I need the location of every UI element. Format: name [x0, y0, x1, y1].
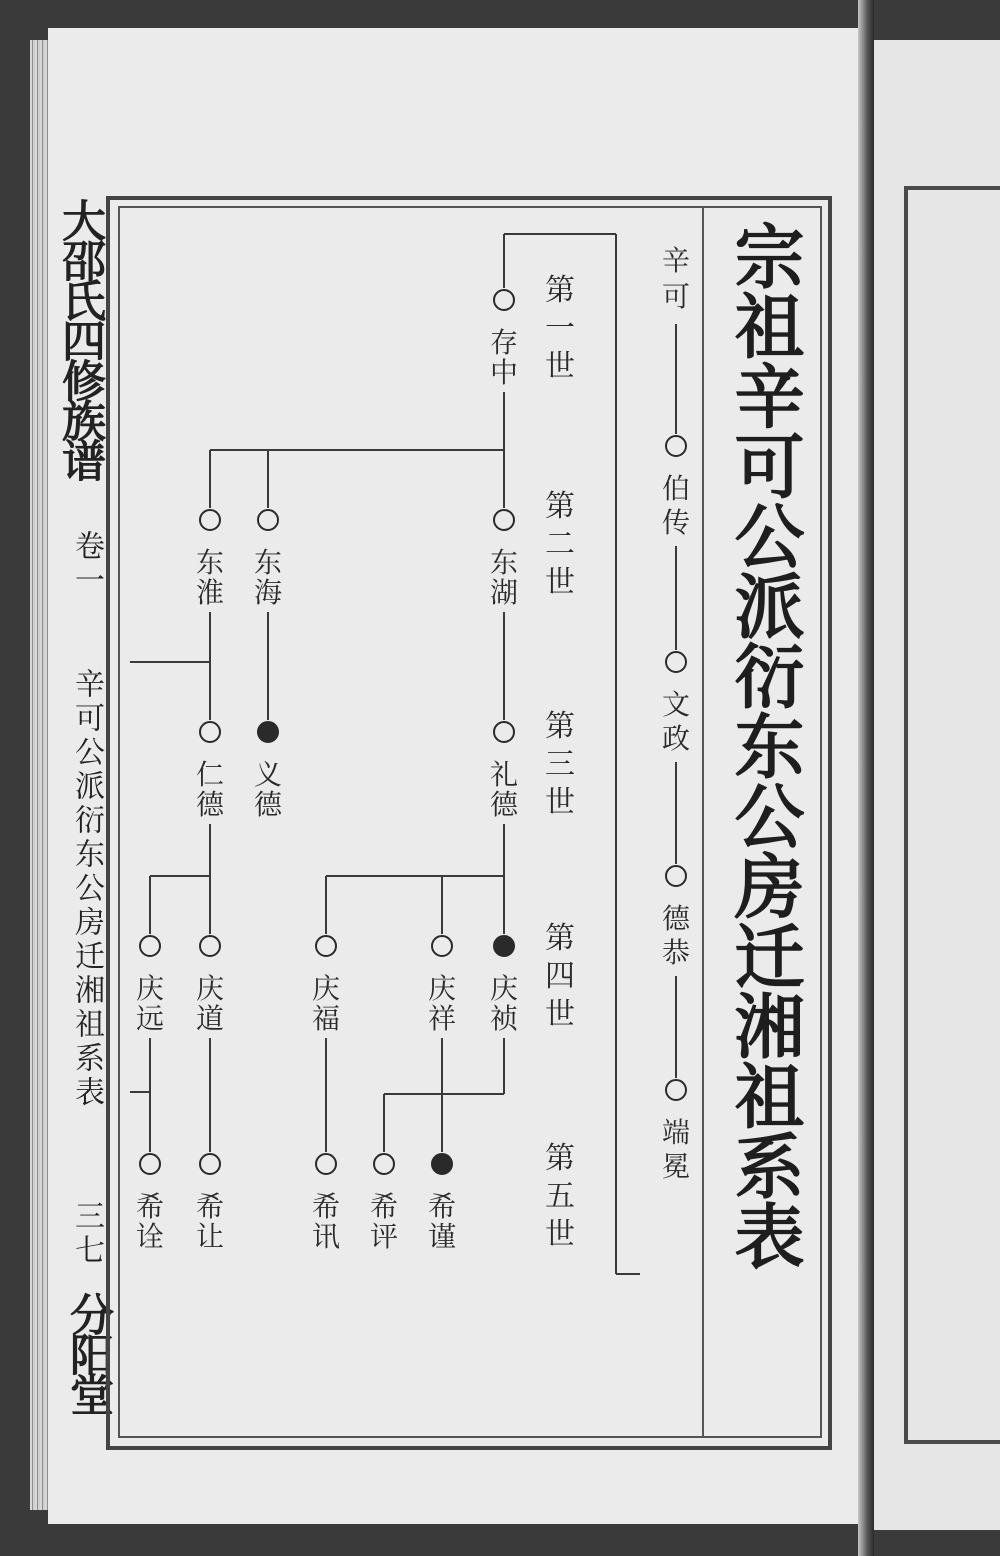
- person-name-char: 东: [489, 546, 519, 579]
- person-name: [428, 1190, 456, 1253]
- person-name-char: 中: [489, 356, 519, 389]
- person-name-char: 祥: [427, 1002, 457, 1035]
- person-name: [196, 972, 224, 1035]
- ancestor-marker: [666, 652, 686, 672]
- person-name: [254, 758, 283, 821]
- person-name-char: 东: [253, 546, 283, 579]
- person-name-char: 仁: [195, 758, 225, 791]
- person-name: [254, 546, 282, 609]
- person-name-char: 庆: [135, 972, 165, 1005]
- person-name-char: 评: [369, 1220, 399, 1253]
- person-name-char: 礼: [489, 758, 519, 791]
- generation-label-char: 第: [545, 1141, 575, 1176]
- person-name-char: 庆: [427, 972, 457, 1005]
- generation-label-char: 世: [545, 565, 575, 600]
- person-name-char: 道: [195, 1002, 225, 1035]
- person-name-char: 湖: [489, 576, 519, 609]
- person-name-char: 祯: [489, 1002, 519, 1035]
- ancestor-name-char: 政: [661, 722, 691, 755]
- person-marker: [200, 936, 220, 956]
- ancestor-head-char: 可: [661, 280, 691, 313]
- page-number: 三七: [69, 1200, 104, 1268]
- ancestor-name-char: 传: [661, 506, 691, 539]
- person-marker: [258, 510, 278, 530]
- person-marker: [258, 722, 278, 742]
- person-name: [196, 1190, 224, 1253]
- person-marker: [140, 1154, 160, 1174]
- person-name-char: 希: [195, 1190, 225, 1223]
- person-name: [428, 972, 456, 1035]
- person-name-char: 淮: [195, 576, 225, 609]
- ancestor-name: [662, 472, 690, 539]
- ancestor-head-char: 辛: [661, 244, 691, 277]
- ancestor-name-char: 文: [661, 688, 691, 721]
- person-name: [490, 326, 518, 389]
- generation-label-char: 四: [545, 959, 575, 994]
- person-name-char: 德: [489, 788, 519, 821]
- person-name: [136, 972, 164, 1035]
- generation-label-char: 世: [545, 349, 575, 384]
- person-name-char: 德: [195, 788, 225, 821]
- person-name-char: 庆: [195, 972, 225, 1005]
- person-name: [196, 546, 224, 609]
- person-name-char: 庆: [489, 972, 519, 1005]
- person-name: [196, 758, 225, 821]
- person-marker: [374, 1154, 394, 1174]
- table-title: 宗祖辛可公派衍东公房迁湘祖系表: [723, 220, 806, 1270]
- generation-label: [545, 709, 575, 820]
- person-name: [370, 1190, 398, 1253]
- generation-label-char: 一: [545, 311, 575, 346]
- person-marker: [494, 290, 514, 310]
- generation-label: [545, 1141, 575, 1252]
- person-marker: [200, 722, 220, 742]
- person-marker: [432, 1154, 452, 1174]
- ancestor-marker: [666, 436, 686, 456]
- person-name: [490, 546, 518, 609]
- generation-label-char: 二: [545, 527, 575, 562]
- person-marker: [140, 936, 160, 956]
- person-name: [490, 972, 518, 1035]
- generation-label-char: 世: [545, 997, 575, 1032]
- person-marker: [316, 936, 336, 956]
- person-name: [136, 1190, 164, 1253]
- person-name-char: 福: [311, 1002, 341, 1035]
- ancestor-head: [662, 244, 690, 313]
- ancestor-marker: [666, 866, 686, 886]
- book-title: 大邵氏四修族谱: [54, 198, 105, 478]
- person-name-char: 讯: [311, 1220, 341, 1253]
- generation-label: [545, 273, 575, 384]
- generation-label: [545, 921, 575, 1032]
- ancestor-name-char: 恭: [661, 936, 691, 969]
- ancestor-name: [662, 902, 691, 969]
- ancestor-name-char: 伯: [661, 472, 691, 505]
- volume-label: 卷一: [69, 530, 104, 598]
- ancestor-name-char: 冕: [661, 1150, 691, 1183]
- person-name-char: 庆: [311, 972, 341, 1005]
- person-name-char: 诠: [135, 1220, 165, 1253]
- section-title: 辛可公派衍东公房迁湘祖系表: [69, 668, 104, 1110]
- generation-label: [545, 489, 575, 600]
- ancestor-name-char: 端: [661, 1116, 691, 1149]
- generation-label-char: 世: [545, 785, 575, 820]
- person-name-char: 东: [195, 546, 225, 579]
- person-name-char: 希: [369, 1190, 399, 1223]
- person-name-char: 希: [135, 1190, 165, 1223]
- ancestor-name-char: 德: [661, 902, 691, 935]
- ancestor-name: [662, 1116, 690, 1183]
- generation-label-char: 三: [545, 747, 575, 782]
- person-name: [312, 972, 340, 1035]
- generation-label-char: 第: [545, 921, 575, 956]
- person-marker: [200, 1154, 220, 1174]
- person-marker: [494, 510, 514, 530]
- person-name-char: 德: [253, 788, 283, 821]
- person-name: [312, 1190, 340, 1253]
- generation-label-char: 世: [545, 1217, 575, 1252]
- person-name-char: 存: [489, 326, 519, 359]
- person-name-char: 海: [253, 576, 283, 609]
- person-name: [490, 758, 519, 821]
- person-name-char: 义: [253, 758, 283, 791]
- person-marker: [432, 936, 452, 956]
- generation-label-char: 第: [545, 273, 575, 308]
- person-marker: [494, 936, 514, 956]
- person-marker: [494, 722, 514, 742]
- generation-label-char: 五: [545, 1179, 575, 1214]
- hall-name: 分阳堂: [62, 1292, 113, 1412]
- person-name-char: 希: [427, 1190, 457, 1223]
- person-name-char: 希: [311, 1190, 341, 1223]
- person-marker: [316, 1154, 336, 1174]
- ancestor-marker: [666, 1080, 686, 1100]
- generation-label-char: 第: [545, 489, 575, 524]
- ancestor-name: [662, 688, 690, 755]
- generation-label-char: 第: [545, 709, 575, 744]
- person-name-char: 谨: [427, 1220, 457, 1253]
- person-marker: [200, 510, 220, 530]
- person-name-char: 让: [195, 1220, 225, 1253]
- person-name-char: 远: [135, 1002, 165, 1035]
